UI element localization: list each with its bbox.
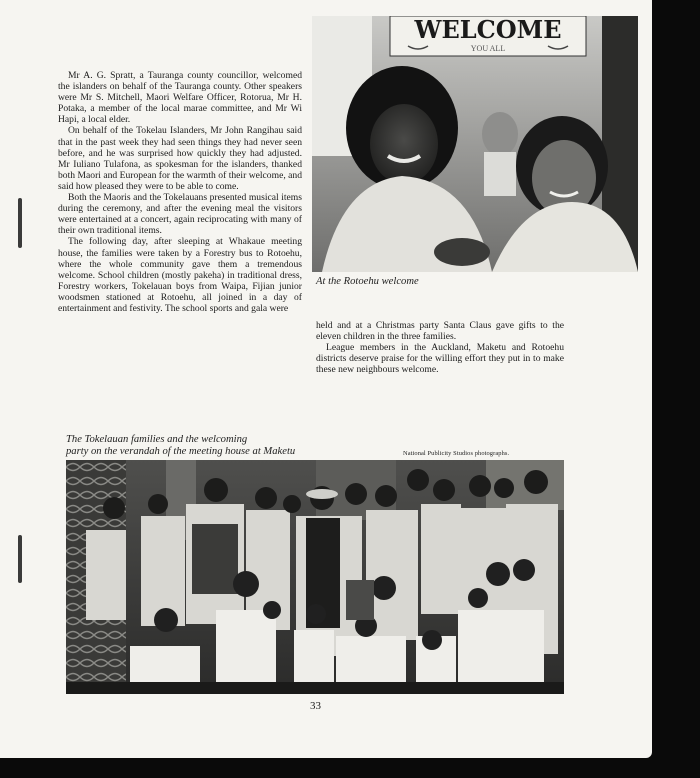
paragraph: Mr A. G. Spratt, a Tauranga county councillor, welcomed the islanders on behalf of the Tauranga county. Other speakers were Mr S. Mitchell, Maori Welfare Officer, Rotorua, Mr H. Potaka, a member of the local marae committee, and Mr Wi Hapi, a local elder. xyxy=(58,70,302,126)
caption-line: The Tokelauan families and the welcoming xyxy=(66,434,248,445)
page-number: 33 xyxy=(310,700,321,712)
group-photo xyxy=(66,460,564,694)
photo-credit: National Publicity Studios photographs. xyxy=(403,450,510,457)
paragraph: held and at a Christmas party Santa Claus gave gifts to the eleven children in the three families. xyxy=(316,320,564,343)
welcome-sign-subtext: YOU ALL xyxy=(470,44,506,53)
top-photo-caption: At the Rotoehu welcome xyxy=(316,276,419,287)
photo-illustration xyxy=(312,16,638,272)
rotoehu-welcome-photo xyxy=(312,16,638,272)
paragraph: On behalf of the Tokelau Islanders, Mr John Rangihau said that in the past week they had seen things they had never seen before, and he was surprised how quickly they had adjusted. Mr Iuliano Tulafona, as spokesman for the islanders, thanked both Maori and European for the warmth of their welcome, and said how pleased they were to be able to come. xyxy=(58,125,302,192)
paragraph: The following day, after sleeping at Whakaue meeting house, the families were taken by a Forestry bus to Rotoehu, where the whole community gave them a tremendous welcome. School children (mostly pakeha) in traditional dress, Forestry workers, Tokelauan boys from Waipa, Fijian junior woodsmen stationed at Rotoehu, all joined in a day of entertainment and festivity. The school sports and gala were xyxy=(58,236,302,314)
photo-illustration xyxy=(66,460,564,694)
caption-line: party on the verandah of the meeting house at Maketu xyxy=(66,446,296,457)
right-text-column xyxy=(316,320,564,375)
welcome-sign-text: WELCOME xyxy=(414,16,562,44)
left-text-column xyxy=(58,70,302,314)
bottom-photo-caption xyxy=(66,434,396,458)
paragraph: Both the Maoris and the Tokelauans presented musical items during the ceremony, and after the evening meal the visitors were entertained at a concert, again reciprocating with many of their own traditional items. xyxy=(58,192,302,237)
paragraph: League members in the Auckland, Maketu and Rotoehu districts deserve praise for the willing effort they put in to make these new neighbours welcome. xyxy=(316,342,564,376)
binding-mark xyxy=(18,198,22,248)
binding-mark xyxy=(18,535,22,583)
